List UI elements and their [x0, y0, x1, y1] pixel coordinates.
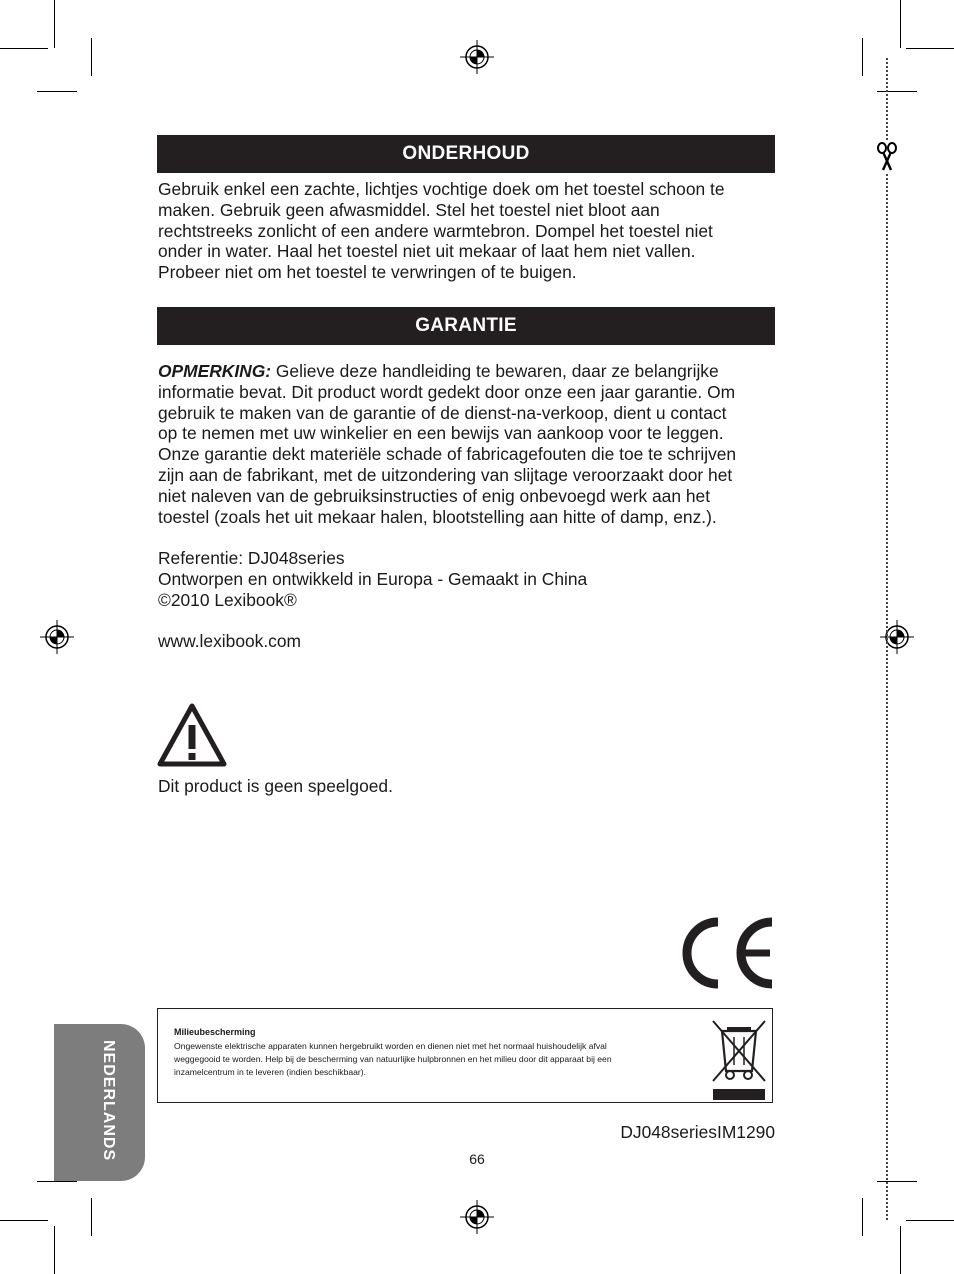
cut-line: [886, 58, 888, 1220]
text-line: Gebruik enkel een zachte, lichtjes vochtige doek om het toestel schoon te: [158, 179, 725, 199]
environment-title: Milieubescherming: [174, 1027, 256, 1037]
crop-mark: [900, 1226, 901, 1274]
text-line: gebruik te maken van de garantie of de dienst-na-verkoop, dient u contact: [158, 402, 727, 423]
crossed-bin-icon: [710, 1017, 768, 1101]
text-line: zijn aan de fabrikant, met de uitzondering van slijtage veroorzaakt door het: [158, 464, 733, 485]
crop-mark: [54, 0, 55, 48]
warning-triangle-icon: [157, 703, 227, 767]
text-line: informatie bevat. Dit product wordt gedekt door onze een jaar garantie. Om: [158, 381, 736, 402]
page-number: 66: [469, 1151, 485, 1167]
warning-label: Dit product is geen speelgoed.: [158, 776, 393, 796]
designed-made-in: Ontworpen en ontwikkeld in Europa - Gemaakt in China: [158, 568, 588, 589]
text-line: Probeer niet om het toestel te verwringen of te buigen.: [158, 262, 577, 283]
crop-mark: [906, 1220, 954, 1221]
environment-notice: [157, 1008, 773, 1103]
text-line: [158, 361, 778, 382]
reference: Referentie: DJ048series: [158, 548, 345, 568]
text-line: weggegooid te worden. Help bij de bescherming van natuurlijke hulpbronnen en het milieu door dit apparaat bij een: [174, 1054, 612, 1064]
section-header-onderhoud: [157, 135, 775, 173]
website-link[interactable]: www.lexibook.com: [158, 631, 302, 651]
registration-mark-icon: [460, 1200, 494, 1234]
environment-text: [174, 1040, 674, 1079]
text-line: toestel (zoals het uit mekaar halen, blootstelling aan hitte of damp, enz.).: [158, 506, 717, 527]
text-line: maken. Gebruik geen afwasmiddel. Stel het toestel niet bloot aan: [158, 199, 660, 220]
onderhoud-paragraph: [158, 179, 778, 283]
crop-mark: [37, 91, 77, 92]
crop-mark: [0, 1220, 48, 1221]
garantie-paragraph: [158, 361, 778, 527]
copyright: ©2010 Lexibook®: [158, 589, 297, 610]
crop-mark: [91, 38, 92, 76]
registration-mark-icon: [40, 620, 74, 654]
crop-mark: [0, 48, 48, 49]
crop-mark: [906, 48, 954, 49]
crop-mark: [877, 91, 917, 92]
ce-mark-icon: [674, 916, 776, 990]
warning-text: [158, 776, 778, 797]
crop-mark: [91, 1198, 92, 1236]
crop-mark: [862, 1198, 863, 1236]
registration-mark-icon: [460, 40, 494, 74]
scissors-icon: [876, 142, 898, 172]
section-title: ONDERHOUD: [402, 143, 530, 164]
model-code: DJ048seriesIM1290: [620, 1122, 775, 1142]
text-line: rechtstreeks zonlicht of een andere warmtebron. Dompel het toestel niet: [158, 220, 713, 241]
text-line: onder in water. Haal het toestel niet uit mekaar of laat hem niet vallen.: [158, 241, 696, 262]
crop-mark: [900, 0, 901, 48]
section-title: GARANTIE: [415, 315, 517, 336]
text-line: niet naleven van de gebruiksinstructies of enig onbevoegd werk aan het: [158, 485, 711, 506]
language-tab-label: NEDERLANDS: [100, 1040, 117, 1162]
website: [158, 631, 778, 652]
text-line: op te nemen met uw winkelier en een bewijs van aankoop voor te leggen.: [158, 423, 724, 444]
text-line: inzamelcentrum in te leveren (indien beschikbaar).: [174, 1067, 367, 1077]
note-label: OPMERKING:: [158, 361, 272, 381]
crop-mark: [37, 1181, 77, 1182]
text-line: Ongewenste elektrische apparaten kunnen hergebruikt worden en dienen niet met het normaal huishoudelijk afval: [174, 1041, 607, 1051]
crop-mark: [862, 38, 863, 76]
crop-mark: [54, 1226, 55, 1274]
text-line: Onze garantie dekt materiële schade of fabricagefouten die toe te schrijven: [158, 444, 737, 465]
section-header-garantie: [157, 307, 775, 345]
note-text: Gelieve deze handleiding te bewaren, daar ze belangrijke: [271, 361, 719, 381]
crop-mark: [877, 1181, 917, 1182]
product-info: [158, 548, 778, 610]
